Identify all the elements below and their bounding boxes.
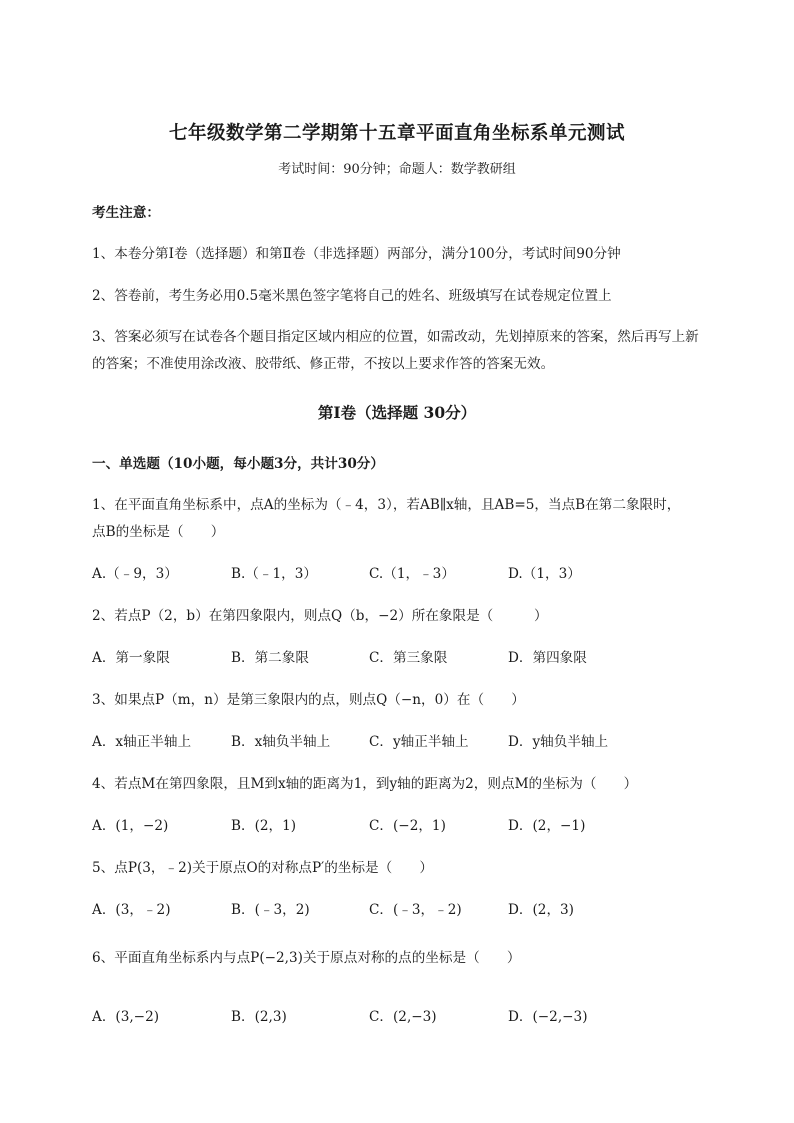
section-heading: 一、单选题（10小题，每小题3分，共计30分） [92, 456, 384, 472]
notice-heading: 考生注意： [92, 205, 160, 221]
question-4-option-d[interactable]: D．(2，−1) [508, 818, 586, 834]
question-1-option-c[interactable]: C.（1，﹣3） [369, 566, 455, 582]
part1-heading: 第Ⅰ卷（选择题 30分） [317, 403, 477, 422]
question-5-option-d[interactable]: D．(2，3) [508, 902, 574, 918]
question-5-option-b[interactable]: B．(﹣3，2) [231, 902, 310, 918]
question-4-option-a[interactable]: A．(1，−2) [92, 818, 169, 834]
question-4-stem: 4、若点M在第四象限，且M到x轴的距离为1，到y轴的距离为2，则点M的坐标为（ ） [92, 776, 638, 792]
question-1-stem-cont: 点B的坐标是（ ） [92, 524, 225, 540]
question-1-option-d[interactable]: D.（1，3） [508, 566, 581, 582]
notice-item-1: 1、本卷分第Ⅰ卷（选择题）和第Ⅱ卷（非选择题）两部分，满分100分，考试时间90分钟 [92, 246, 621, 262]
question-6-option-b[interactable]: B．(2,3) [231, 1009, 287, 1025]
question-3-option-c[interactable]: C．y轴正半轴上 [369, 734, 469, 750]
question-2-option-a[interactable]: A．第一象限 [92, 650, 170, 666]
question-5-option-a[interactable]: A．(3，﹣2) [92, 902, 171, 918]
question-1-option-a[interactable]: A.（﹣9，3） [92, 566, 178, 582]
notice-item-3-cont: 的答案；不准使用涂改液、胶带纸、修正带，不按以上要求作答的答案无效。 [92, 356, 555, 372]
question-3-stem: 3、如果点P（m，n）是第三象限内的点，则点Q（−n，0）在（ ） [92, 692, 525, 708]
question-3-option-d[interactable]: D．y轴负半轴上 [508, 734, 609, 750]
page-title: 七年级数学第二学期第十五章平面直角坐标系单元测试 [168, 123, 625, 144]
question-5-option-c[interactable]: C．(﹣3，﹣2) [369, 902, 462, 918]
question-2-option-b[interactable]: B．第二象限 [231, 650, 309, 666]
question-3-option-a[interactable]: A．x轴正半轴上 [92, 734, 192, 750]
question-5-stem: 5、点P(3，﹣2)关于原点O的对称点P′的坐标是（ ） [92, 860, 433, 876]
question-4-option-b[interactable]: B．(2，1) [231, 818, 297, 834]
question-1-option-b[interactable]: B.（﹣1，3） [231, 566, 317, 582]
question-2-option-d[interactable]: D．第四象限 [508, 650, 587, 666]
question-2-option-c[interactable]: C．第三象限 [369, 650, 448, 666]
notice-item-3: 3、答案必须写在试卷各个题目指定区域内相应的位置，如需改动，先划掉原来的答案，然后再写上新 [92, 329, 699, 345]
question-4-option-c[interactable]: C．(−2，1) [369, 818, 446, 834]
page-subtitle: 考试时间：90分钟；命题人：数学教研组 [278, 162, 516, 177]
question-6-option-a[interactable]: A．(3,−2) [92, 1009, 160, 1025]
question-6-option-c[interactable]: C．(2,−3) [369, 1009, 437, 1025]
question-2-stem: 2、若点P（2，b）在第四象限内，则点Q（b，−2）所在象限是（ ） [92, 608, 548, 624]
question-1-stem: 1、在平面直角坐标系中，点A的坐标为（﹣4，3），若AB∥x轴，且AB=5，当点B在第二象限时， [92, 497, 681, 513]
notice-item-2: 2、答卷前，考生务必用0.5毫米黑色签字笔将自己的姓名、班级填写在试卷规定位置上 [92, 288, 612, 304]
question-6-stem: 6、平面直角坐标系内与点P(−2,3)关于原点对称的点的坐标是（ ） [92, 950, 521, 966]
question-6-option-d[interactable]: D．(−2,−3) [508, 1009, 588, 1025]
question-3-option-b[interactable]: B．x轴负半轴上 [231, 734, 331, 750]
